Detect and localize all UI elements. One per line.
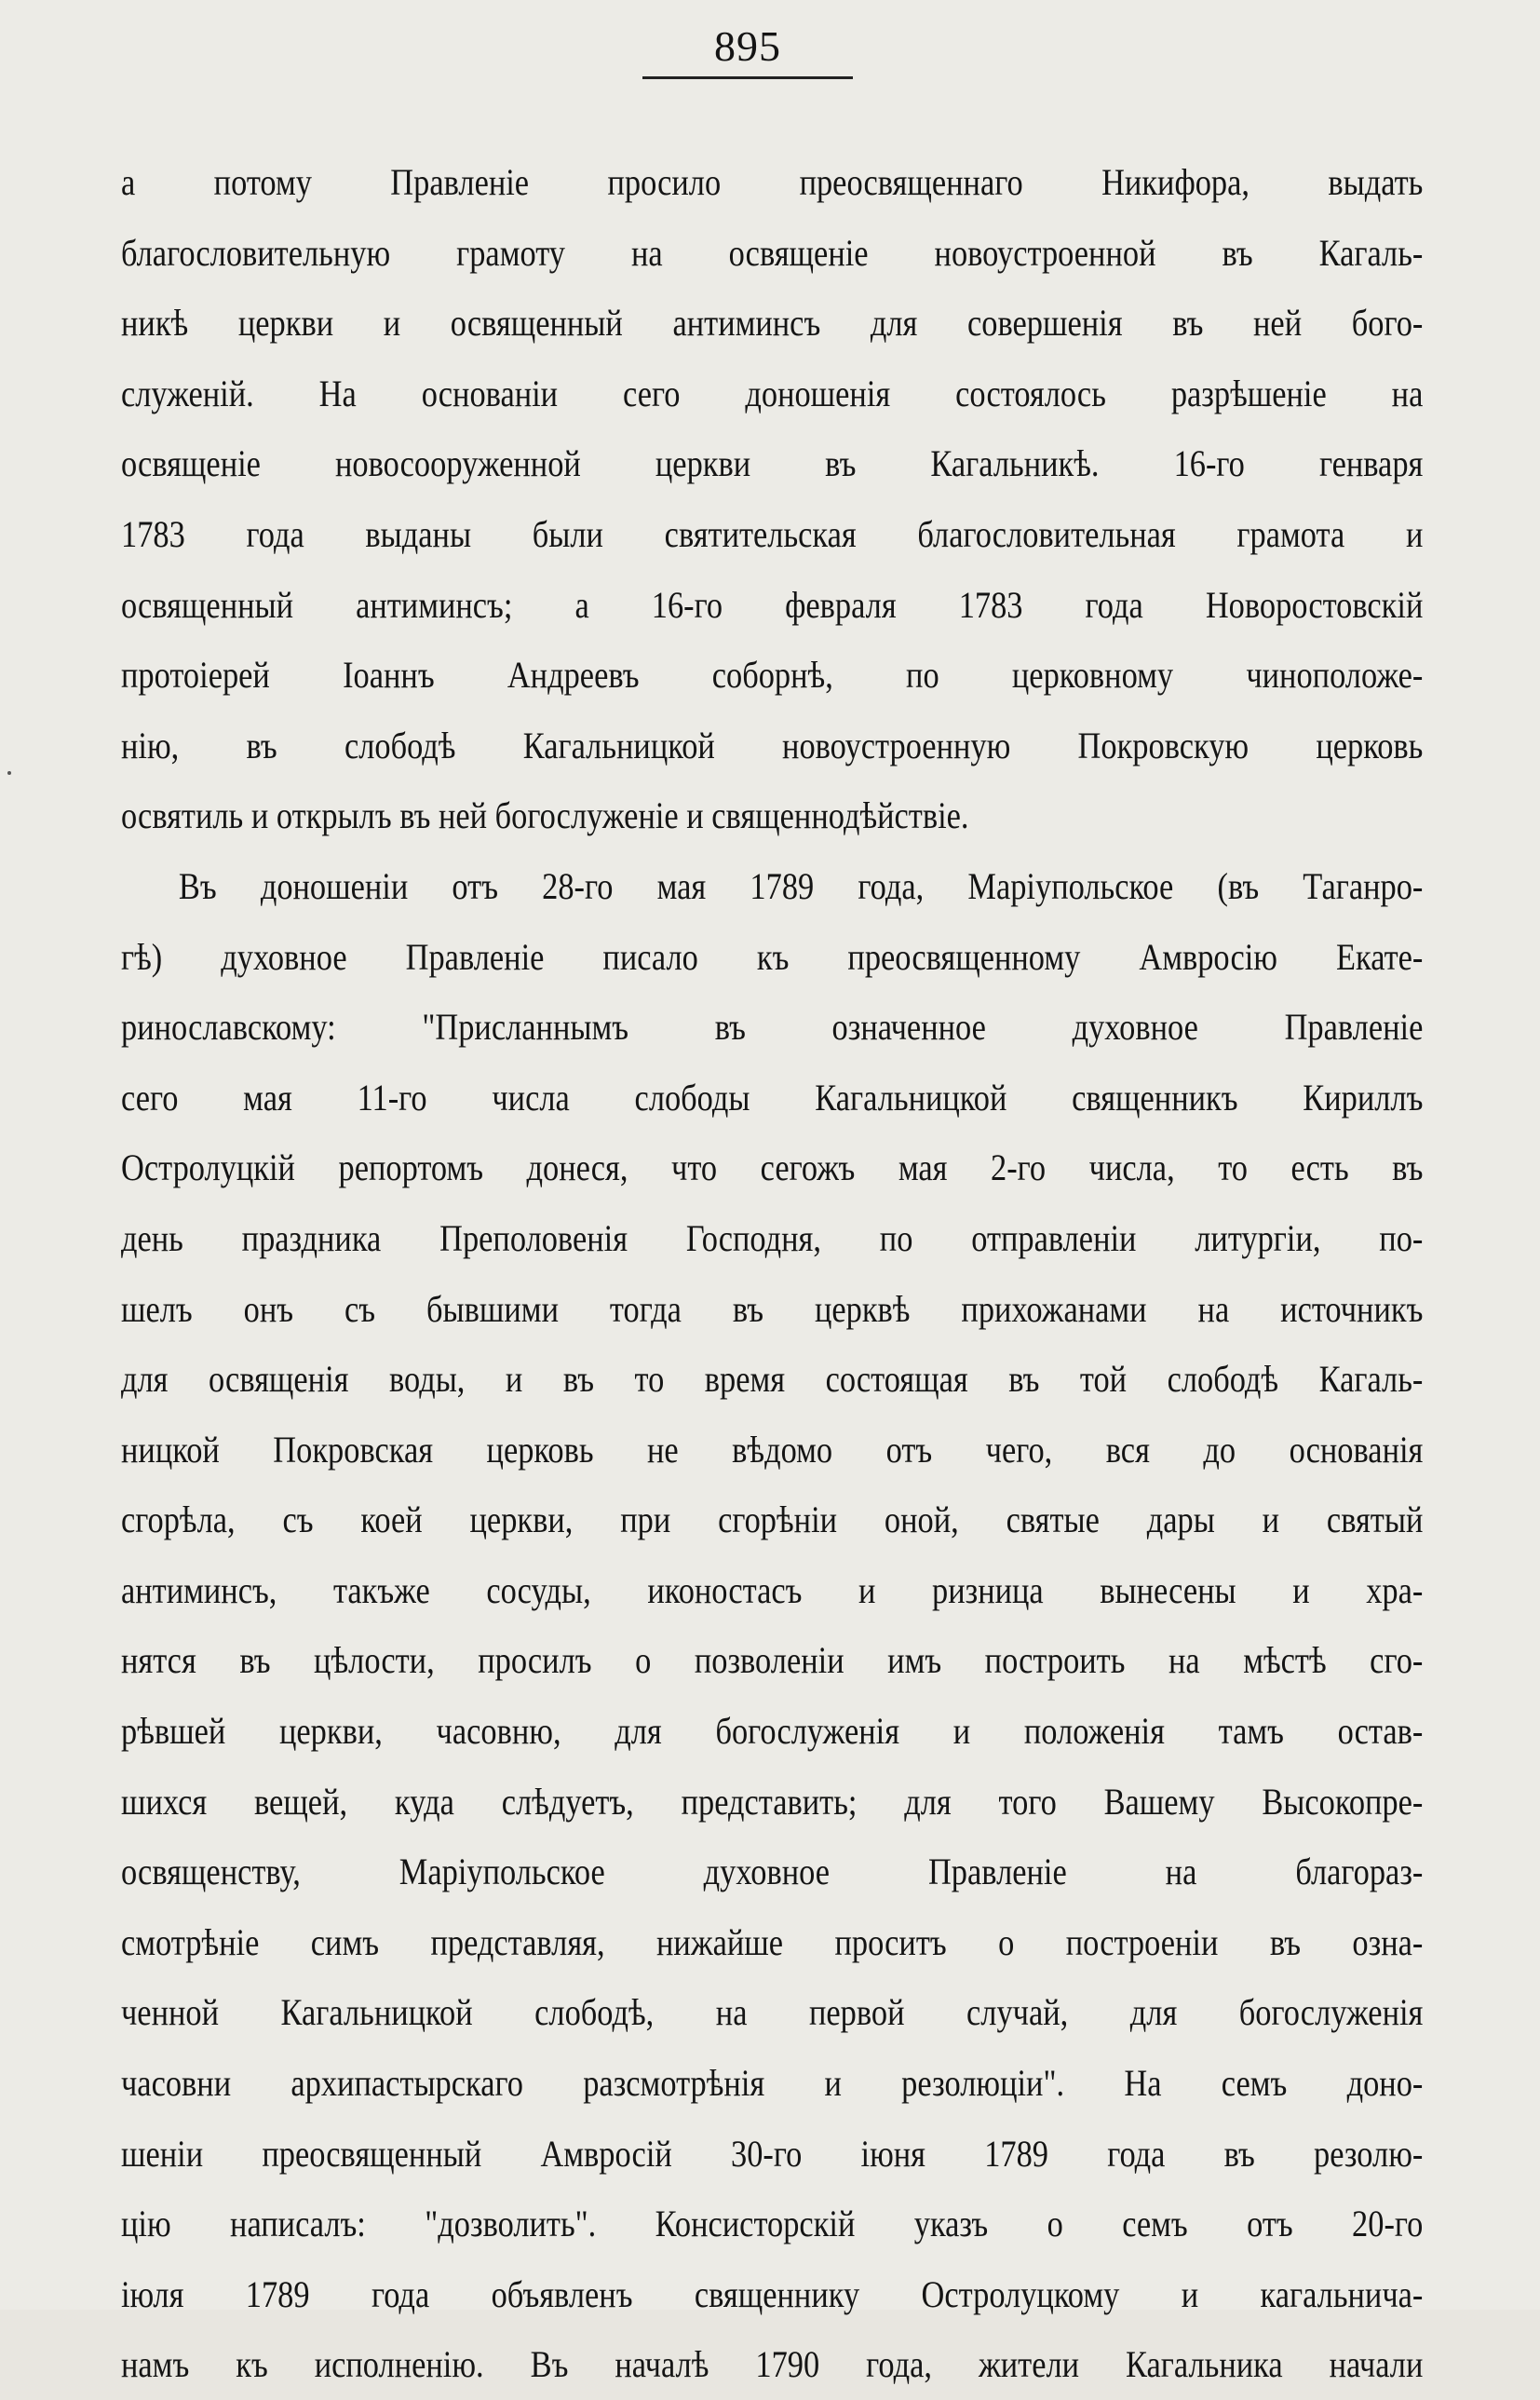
text-line: служеній. На основаніи сего доношенія состоялось разрѣшеніе на xyxy=(121,372,1424,414)
text-line: рѣвшей церкви, часовню, для богослуженія и положенія тамъ остав- xyxy=(121,1710,1424,1753)
text-line: день праздника Преполовенія Господня, по отправленіи литургіи, по- xyxy=(121,1216,1424,1259)
text-line: Въ доношеніи отъ 28-го мая 1789 года, Маріупольское (въ Таганро- xyxy=(178,864,1424,907)
text-line: шихся вещей, куда слѣдуетъ, представить; для того Вашему Высокопре- xyxy=(121,1780,1424,1823)
text-line: освятиль и открылъ въ ней богослуженіе и священнодѣйствіе. xyxy=(121,794,969,837)
text-line: освященству, Маріупольское духовное Правленіе на благораз- xyxy=(121,1851,1424,1893)
text-line: сгорѣла, съ коей церкви, при сгорѣніи оной, святые дары и святый xyxy=(121,1498,1424,1541)
text-line: шеніи преосвященный Амвросій 30-го іюня 1789 года въ резолю- xyxy=(121,2132,1424,2175)
paragraph xyxy=(121,851,1423,2400)
body-text xyxy=(121,147,1423,2400)
ink-speck xyxy=(7,771,11,775)
text-line: іюля 1789 года объявленъ священнику Остролуцкому и кагальнича- xyxy=(121,2272,1424,2315)
text-line: освященный антиминсъ; а 16-го февраля 1783 года Новоростовскій xyxy=(121,583,1424,626)
text-line: протоіерей Іоаннъ Андреевъ соборнѣ, по церковному чиноположе- xyxy=(121,654,1424,697)
paragraph xyxy=(121,147,1423,851)
page-number: 895 xyxy=(714,22,781,70)
text-line: смотрѣніе симъ представляя, нижайше проситъ о построеніи въ озна- xyxy=(121,1920,1424,1963)
text-line: ницкой Покровская церковь не вѣдомо отъ чего, вся до основанія xyxy=(121,1428,1424,1471)
text-line: Остролуцкій репортомъ донеся, что сегожъ мая 2-го числа, то есть въ xyxy=(121,1146,1424,1189)
text-line: часовни архипастырскаго разсмотрѣнія и резолюціи". На семъ доно- xyxy=(121,2062,1424,2105)
page-header xyxy=(642,20,853,79)
text-line: сего мая 11-го числа слободы Кагальницкой священникъ Кириллъ xyxy=(121,1076,1424,1119)
text-line: ринославскому: "Присланнымъ въ означенное духовное Правленіе xyxy=(121,1006,1424,1049)
text-line: нятся въ цѣлости, просилъ о позволеніи имъ построить на мѣстѣ сго- xyxy=(121,1639,1424,1682)
text-line: антиминсъ, такъже сосуды, иконостасъ и ризница вынесены и хра- xyxy=(121,1568,1424,1611)
text-line: ченной Кагальницкой слободѣ, на первой случай, для богослуженія xyxy=(121,1991,1424,2034)
text-line: а потому Правленіе просило преосвященнаго Никифора, выдать xyxy=(121,161,1424,203)
text-line: намъ къ исполненію. Въ началѣ 1790 года, жители Кагальника начали xyxy=(121,2343,1424,2386)
text-line: нію, въ слободѣ Кагальницкой новоустроенную Покровскую церковь xyxy=(121,724,1424,766)
text-line: цію написалъ: "дозволить". Консисторскій указъ о семъ отъ 20-го xyxy=(121,2203,1424,2245)
text-line: для освященія воды, и въ то время состоящая въ той слободѣ Кагаль- xyxy=(121,1358,1424,1401)
text-line: освященіе новосооруженной церкви въ Кагальникѣ. 16-го генваря xyxy=(121,442,1424,485)
text-line: шелъ онъ съ бывшими тогда въ церквѣ прихожанами на источникъ xyxy=(121,1287,1424,1330)
text-line: никѣ церкви и освященный антиминсъ для совершенія въ ней бого- xyxy=(121,302,1424,345)
text-line: благословительную грамоту на освященіе новоустроенной въ Кагаль- xyxy=(121,231,1424,274)
text-line: 1783 года выданы были святительская благословительная грамота и xyxy=(121,512,1424,555)
text-line: гѣ) духовное Правленіе писало къ преосвященному Амвросію Екате- xyxy=(121,935,1424,978)
header-rule xyxy=(642,76,853,79)
